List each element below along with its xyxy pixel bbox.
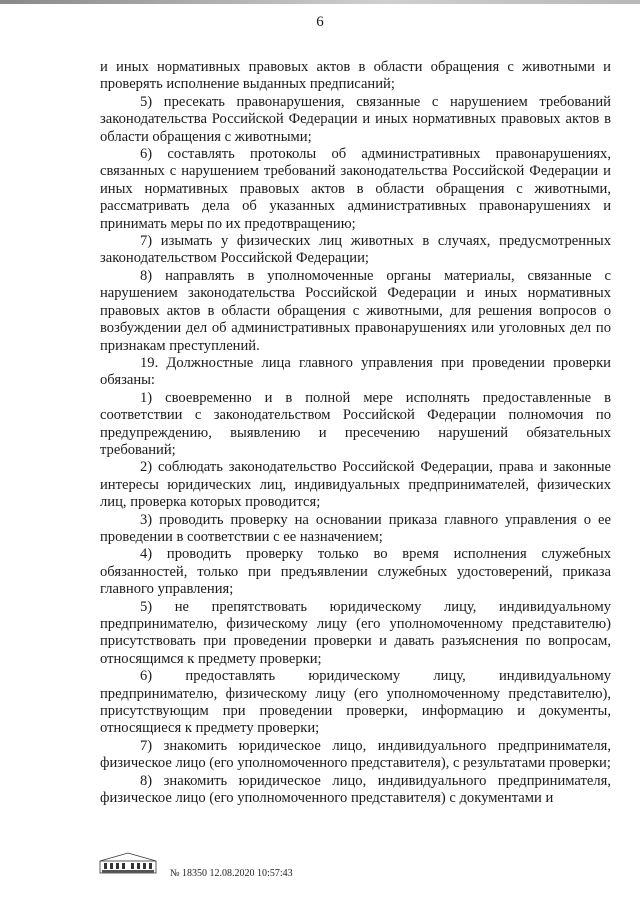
paragraph-duty-8: 8) знакомить юридическое лицо, индивидуального предпринимателя, физическое лицо (его уполномоченного представителя) с документами и bbox=[100, 772, 611, 807]
paragraph-item-6: 6) составлять протоколы об административных правонарушениях, связанных с нарушением требований законодательства Российской Федерации и иных нормативных правовых актов в области обращения с животными, рассматривать дела об указанных административных правонарушениях и принимать меры по их предотвращению; bbox=[100, 146, 611, 232]
paragraph-duty-3: 3) проводить проверку на основании приказа главного управления о ее проведении в соответствии с ее назначением; bbox=[100, 511, 611, 545]
page-number: 6 bbox=[316, 14, 324, 30]
paragraph-duty-6: 6) предоставлять юридическому лицу, индивидуальному предпринимателю, физическому лицу (его уполномоченному представителю), присутствующим при проведении проверки, информацию и документы, относящиеся к предмету проверки; bbox=[100, 668, 611, 737]
paragraph-item-8: 8) направлять в уполномоченные органы материалы, связанные с нарушением законодательства Российской Федерации и иных нормативных правовых актов в области обращения с животными, для решения вопросов о возбуждении дел об административных правонарушениях или уголовных дел по признакам преступлений. bbox=[100, 267, 611, 354]
paragraph-duty-7: 7) знакомить юридическое лицо, индивидуального предпринимателя, физическое лицо (его уполномоченного представителя), с результатами проверки; bbox=[100, 737, 611, 772]
paragraph-section-19: 19. Должностные лица главного управления при проведении проверки обязаны: bbox=[100, 354, 611, 389]
scan-edge-shadow bbox=[0, 0, 640, 4]
paragraph-duty-5: 5) не препятствовать юридическому лицу, индивидуальному предпринимателю, физическому лицу (его уполномоченному представителю) присутствовать при проведении проверки и давать разъяснения по вопросам, относящимся к предмету проверки; bbox=[100, 598, 611, 667]
paragraph-duty-1: 1) своевременно и в полной мере исполнять предоставленные в соответствии с законодательством Российской Федерации полномочия по предупреждению, выявлению и пресечению нарушений обязательных требований; bbox=[100, 389, 611, 458]
archive-building-logo-icon bbox=[96, 851, 160, 877]
document-body bbox=[100, 59, 611, 807]
registration-stamp: № 18350 12.08.2020 10:57:43 bbox=[170, 868, 293, 879]
paragraph-item-5: 5) пресекать правонарушения, связанные с нарушением требований законодательства Российской Федерации и иных нормативных правовых актов в области обращения с животными; bbox=[100, 93, 611, 145]
paragraph-item-7: 7) изымать у физических лиц животных в случаях, предусмотренных законодательством Российской Федерации; bbox=[100, 233, 611, 267]
paragraph-continuation: и иных нормативных правовых актов в области обращения с животными и проверять исполнение выданных предписаний; bbox=[100, 59, 611, 93]
paragraph-duty-2: 2) соблюдать законодательство Российской Федерации, права и законные интересы юридических лиц, индивидуальных предпринимателей, физических лиц, проверка которых проводится; bbox=[100, 459, 611, 511]
paragraph-duty-4: 4) проводить проверку только во время исполнения служебных обязанностей, только при предъявлении служебных удостоверений, приказа главного управления; bbox=[100, 546, 611, 598]
